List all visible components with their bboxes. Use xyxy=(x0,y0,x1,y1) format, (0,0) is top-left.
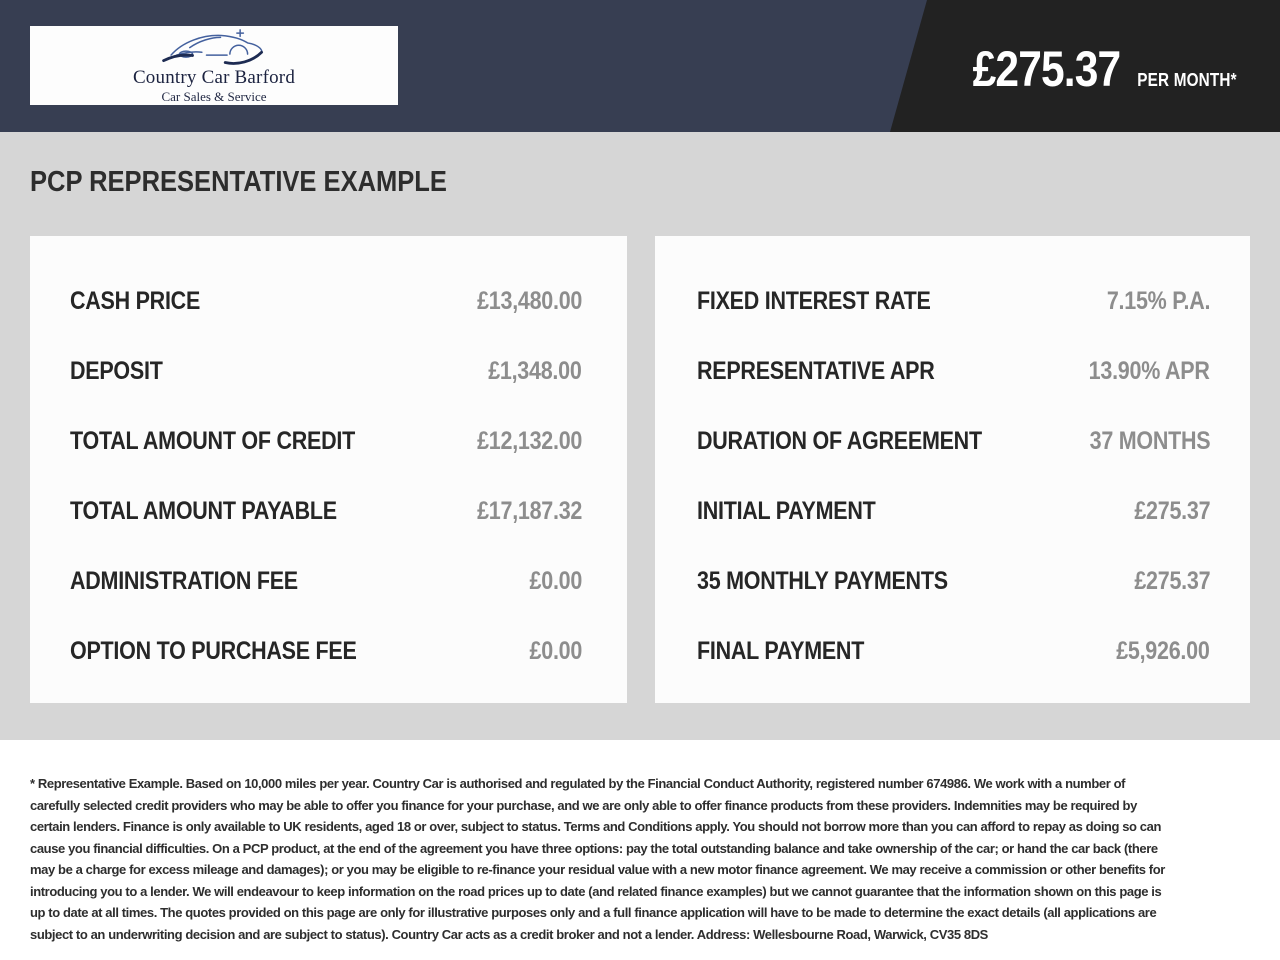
row-label: 35 MONTHLY PAYMENTS xyxy=(697,566,948,595)
row-value: 7.15% P.A. xyxy=(1106,286,1210,315)
row-label: FINAL PAYMENT xyxy=(697,636,865,665)
row-final-payment xyxy=(697,616,1210,686)
row-label: ADMINISTRATION FEE xyxy=(70,566,298,595)
dealer-logo xyxy=(30,26,398,105)
monthly-price xyxy=(972,41,1237,97)
row-admin-fee xyxy=(70,546,582,616)
dealer-name: Country Car Barford xyxy=(132,67,296,89)
finance-panel-costs xyxy=(30,236,627,703)
row-value: £275.37 xyxy=(1134,566,1210,595)
row-label: FIXED INTEREST RATE xyxy=(697,286,931,315)
dealer-tagline: Car Sales & Service xyxy=(161,89,267,105)
row-value: 13.90% APR xyxy=(1089,356,1210,385)
row-interest-rate xyxy=(697,266,1210,336)
row-label: TOTAL AMOUNT OF CREDIT xyxy=(70,426,355,455)
finance-example-section xyxy=(0,132,1280,740)
row-value: £5,926.00 xyxy=(1116,636,1210,665)
row-cash-price xyxy=(70,266,582,336)
row-value: £12,132.00 xyxy=(476,426,582,455)
legal-footer xyxy=(0,740,1280,960)
row-apr xyxy=(697,336,1210,406)
row-label: DEPOSIT xyxy=(70,356,163,385)
row-total-credit xyxy=(70,406,582,476)
row-label: REPRESENTATIVE APR xyxy=(697,356,935,385)
row-label: DURATION OF AGREEMENT xyxy=(697,426,982,455)
page-header xyxy=(0,0,1280,132)
row-label: INITIAL PAYMENT xyxy=(697,496,876,525)
row-deposit xyxy=(70,336,582,406)
finance-panel-terms xyxy=(655,236,1250,703)
row-label: TOTAL AMOUNT PAYABLE xyxy=(70,496,337,525)
row-value: 37 MONTHS xyxy=(1089,426,1210,455)
row-value: £1,348.00 xyxy=(488,356,582,385)
car-sketch-icon xyxy=(158,28,270,70)
finance-panels xyxy=(30,236,1250,703)
row-value: £0.00 xyxy=(529,566,582,595)
disclaimer-text: * Representative Example. Based on 10,000 miles per year. Country Car is authorised and regulated by the Financial Conduct Authority, registered number 674986. We work with a number of carefully selected credit providers who may be able to offer you finance for your purchase, and we are only able to offer finance products from these providers. Indemnities may be required by certain lenders. Finance is only available to UK residents, aged 18 or over, subject to status. Terms and Conditions apply. You should not borrow more than you can afford to repay as doing so can cause you financial difficulties. On a PCP product, at the end of the agreement you have three options: pay the total outstanding balance and take ownership of the car; or hand the car back (there may be a charge for excess mileage and damages); or you may be eligible to re-finance your residual value with a new motor finance agreement. We may receive a commission or other benefits for introducing you to a lender. We will endeavour to keep information on the road prices up to date (and related finance examples) but we cannot guarantee that the information shown on this page is up to date at all times. The quotes provided on this page are only for illustrative purposes only and a full finance application will have to be made to determine the exact details (all applications are subject to an underwriting decision and are subject to status). Country Car acts as a credit broker and not a lender. Address: Wellesbourne Road, Warwick, CV35 8DS xyxy=(30,776,1165,942)
monthly-price-amount: £275.37 xyxy=(972,41,1121,97)
monthly-price-suffix: PER MONTH* xyxy=(1137,70,1237,90)
row-initial-payment xyxy=(697,476,1210,546)
row-label: OPTION TO PURCHASE FEE xyxy=(70,636,357,665)
row-total-payable xyxy=(70,476,582,546)
row-value: £0.00 xyxy=(529,636,582,665)
row-monthly-payments xyxy=(697,546,1210,616)
row-value: £17,187.32 xyxy=(476,496,582,525)
row-duration xyxy=(697,406,1210,476)
row-value: £13,480.00 xyxy=(476,286,582,315)
row-option-fee xyxy=(70,616,582,686)
page-title: PCP REPRESENTATIVE EXAMPLE xyxy=(30,166,447,198)
row-value: £275.37 xyxy=(1134,496,1210,525)
row-label: CASH PRICE xyxy=(70,286,201,315)
